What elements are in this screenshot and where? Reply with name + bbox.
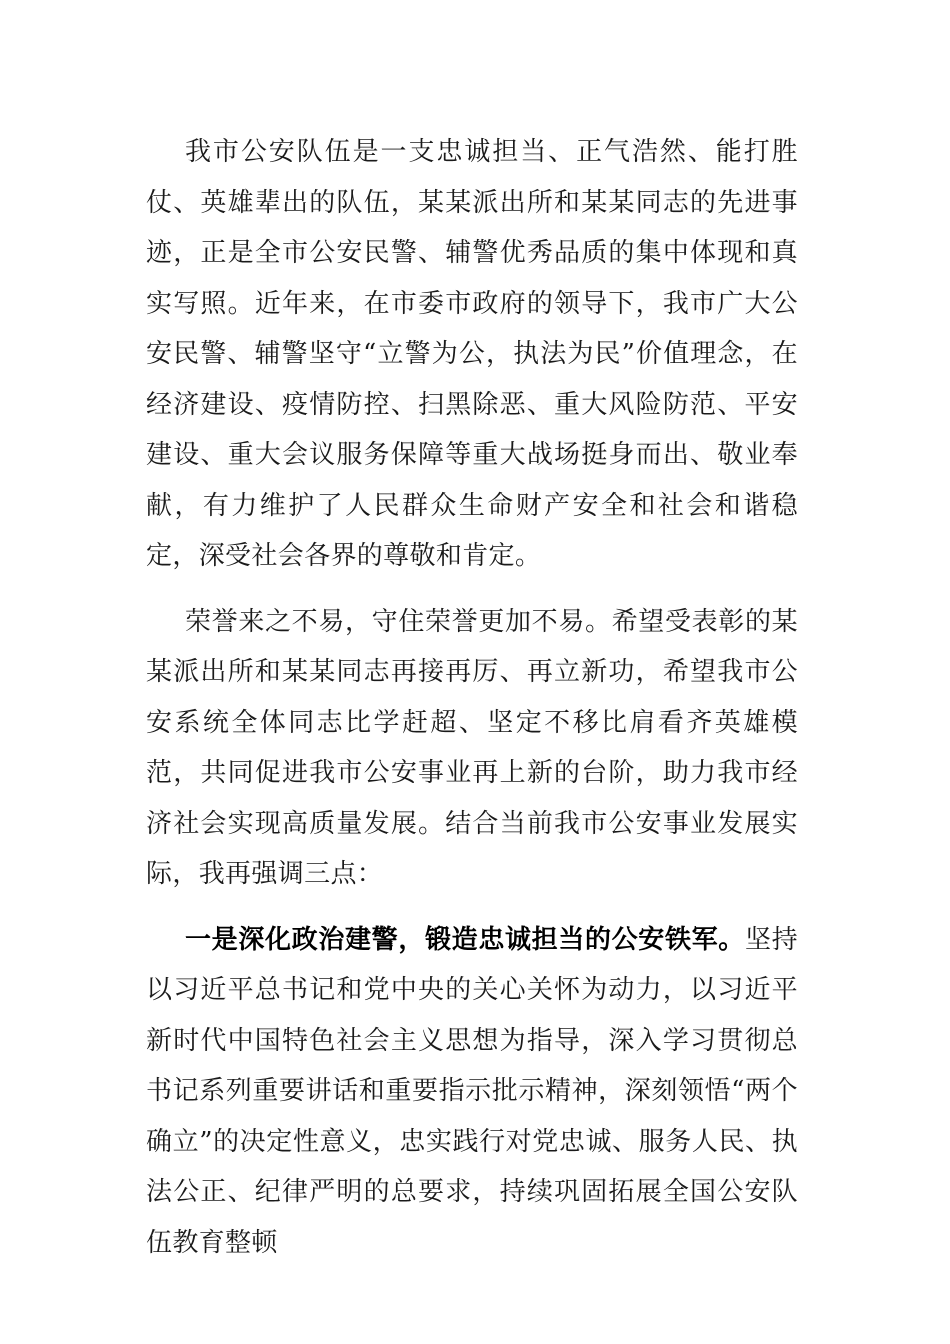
paragraph-3	[146, 915, 798, 1269]
paragraph-3-lead: 一是深化政治建警，锻造忠诚担当的公安铁军。	[185, 924, 745, 955]
document-body	[146, 127, 798, 1268]
paragraph-3-text: 坚持以习近平总书记和党中央的关心关怀为动力，以习近平新时代中国特色社会主义思想为指导，深入学习贯彻总书记系列重要讲话和重要指示批示精神，深刻领悟“两个确立”的决定性意义，忠实践行对党忠诚、服务人民、执法公正、纪律严明的总要求，持续巩固拓展全国公安队伍教育整顿	[146, 924, 798, 1258]
paragraph-2	[146, 597, 798, 900]
paragraph-1-text: 我市公安队伍是一支忠诚担当、正气浩然、能打胜仗、英雄辈出的队伍，某某派出所和某某同志的先进事迹，正是全市公安民警、辅警优秀品质的集中体现和真实写照。近年来，在市委市政府的领导下，我市广大公安民警、辅警坚守“立警为公，执法为民”价值理念，在经济建设、疫情防控、扫黑除恶、重大风险防范、平安建设、重大会议服务保障等重大战场挺身而出、敬业奉献，有力维护了人民群众生命财产安全和社会和谐稳定，深受社会各界的尊敬和肯定。	[146, 137, 798, 571]
paragraph-1	[146, 127, 798, 582]
paragraph-2-text: 荣誉来之不易，守住荣誉更加不易。希望受表彰的某某派出所和某某同志再接再厉、再立新功，希望我市公安系统全体同志比学赶超、坚定不移比肩看齐英雄模范，共同促进我市公安事业再上新的台阶，助力我市经济社会实现高质量发展。结合当前我市公安事业发展实际，我再强调三点：	[146, 606, 798, 889]
